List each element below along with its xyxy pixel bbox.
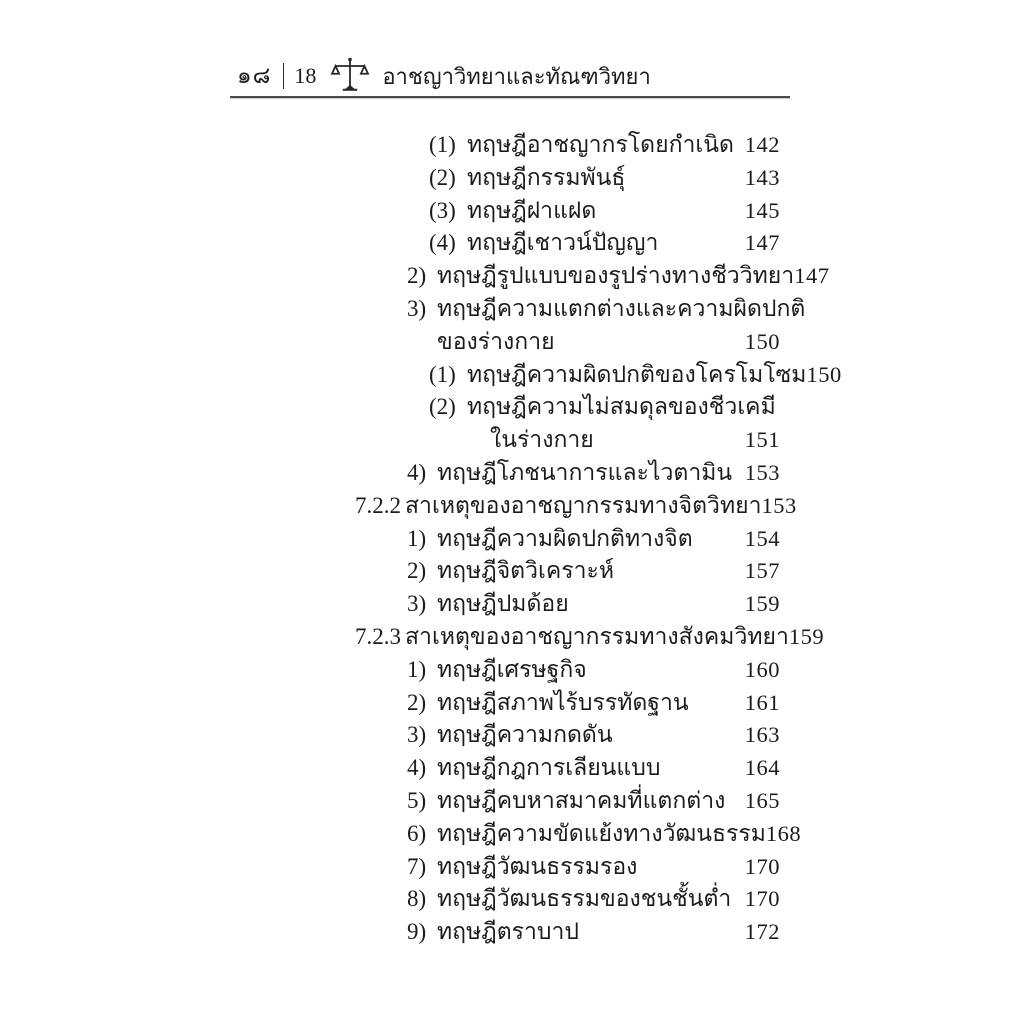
toc-item-page: 168 [765, 820, 802, 846]
toc-row [355, 326, 780, 359]
toc-item-number: 9) [407, 919, 427, 945]
toc-item-number: 2) [407, 689, 427, 715]
toc-item-title: ทฤษฎีสภาพไร้บรรทัดฐาน [437, 689, 689, 715]
toc-item-number: (3) [429, 197, 456, 223]
toc-item-page: 147 [744, 230, 780, 256]
toc-item-page: 153 [744, 459, 780, 485]
toc-item-title: ทฤษฎีกฎการเลียนแบบ [437, 755, 661, 781]
toc-item-number: 3) [407, 591, 427, 617]
toc-row [355, 555, 780, 588]
toc-item-title: ทฤษฎีความไม่สมดุลของชีวเคมี [467, 394, 776, 420]
toc-row [355, 785, 780, 818]
toc-item-page: 147 [794, 263, 830, 289]
toc-item-page: 150 [806, 361, 842, 387]
toc-item-number: 4) [407, 459, 427, 485]
scales-of-justice-icon [330, 56, 370, 96]
page-number-separator [283, 63, 284, 89]
toc-row [355, 719, 780, 752]
toc-row [355, 260, 830, 293]
toc-item-page: 143 [744, 164, 780, 190]
toc-item-number: 3) [407, 295, 427, 321]
toc-row [355, 621, 825, 654]
toc-item-page: 157 [744, 558, 780, 584]
toc-item-title: ทฤษฎีฝาแฝด [467, 197, 597, 223]
toc-item-number: (2) [429, 394, 456, 420]
toc-item-page: 161 [744, 689, 780, 715]
toc-item-title: ทฤษฎีความผิดปกติทางจิต [437, 525, 693, 551]
toc-item-title: ทฤษฎีรูปแบบของรูปร่างทางชีววิทยา [437, 263, 795, 289]
toc-item-title: ทฤษฎีความกดดัน [437, 722, 613, 748]
toc-row [355, 851, 780, 884]
toc-item-number: 4) [407, 755, 427, 781]
toc-item-page: 164 [744, 755, 780, 781]
toc-row [355, 391, 780, 424]
toc-item-number: 1) [407, 656, 427, 682]
table-of-contents [355, 129, 842, 949]
toc-item-number: (1) [429, 361, 456, 387]
toc-row [355, 424, 780, 457]
toc-row [355, 654, 780, 687]
toc-item-number: 7.2.2 [355, 492, 401, 518]
toc-item-title: ทฤษฎีวัฒนธรรมรอง [437, 853, 638, 879]
toc-item-number: (2) [429, 164, 456, 190]
toc-item-title: ทฤษฎีคบหาสมาคมที่แตกต่าง [437, 787, 726, 813]
running-title: อาชญาวิทยาและทัณฑวิทยา [382, 63, 651, 89]
toc-item-page: 153 [761, 492, 797, 518]
toc-item-page: 159 [744, 591, 780, 617]
toc-item-number: 8) [407, 886, 427, 912]
page-number-arabic: 18 [294, 63, 317, 88]
toc-item-title: ทฤษฎีเชาวน์ปัญญา [467, 230, 659, 256]
toc-row [355, 359, 842, 392]
toc-item-title: ทฤษฎีเศรษฐกิจ [437, 656, 587, 682]
toc-item-title: ทฤษฎีตราบาป [437, 919, 580, 945]
toc-row [355, 523, 780, 556]
toc-item-page: 150 [744, 328, 780, 354]
toc-item-title: ทฤษฎีความขัดแย้งทางวัฒนธรรม [437, 820, 766, 846]
toc-row [355, 129, 780, 162]
toc-item-page: 170 [744, 853, 780, 879]
toc-item-page: 170 [744, 886, 780, 912]
toc-item-title: ทฤษฎีกรรมพันธุ์ [467, 164, 626, 190]
toc-item-page: 159 [788, 623, 825, 649]
toc-item-number: 2) [407, 263, 427, 289]
toc-item-title: สาเหตุของอาชญากรรมทางสังคมวิทยา [405, 623, 789, 649]
toc-item-title: ทฤษฎีปมด้อย [437, 591, 569, 617]
toc-item-title: ในร่างกาย [490, 427, 594, 453]
toc-item-title: สาเหตุของอาชญากรรมทางจิตวิทยา [405, 492, 762, 518]
toc-item-page: 145 [744, 197, 780, 223]
toc-item-page: 151 [744, 427, 780, 453]
page-number-thai: ๑๘ [237, 63, 272, 88]
page-header [237, 56, 651, 96]
toc-row [355, 162, 780, 195]
toc-row [355, 490, 797, 523]
toc-item-title: ทฤษฎีความแตกต่างและความผิดปกติ [437, 295, 806, 321]
toc-item-page: 142 [744, 132, 780, 157]
toc-item-title: ทฤษฎีวัฒนธรรมของชนชั้นต่ำ [437, 886, 732, 912]
header-rule [230, 96, 790, 99]
toc-item-page: 154 [744, 525, 780, 551]
toc-item-page: 172 [744, 919, 780, 945]
toc-row [355, 818, 802, 851]
toc-row [355, 588, 780, 621]
toc-row [355, 293, 806, 326]
toc-item-page: 163 [744, 722, 780, 748]
toc-item-number: (4) [429, 230, 456, 256]
toc-item-number: 1) [407, 525, 427, 551]
toc-item-title: ทฤษฎีโภชนาการและไวตามิน [437, 459, 733, 485]
toc-item-number: 5) [407, 787, 427, 813]
toc-item-title: ทฤษฎีความผิดปกติของโครโมโซม [467, 361, 807, 387]
toc-row [355, 687, 780, 720]
toc-row [355, 227, 780, 260]
toc-item-number: 7.2.3 [355, 623, 401, 649]
toc-item-title: ทฤษฎีอาชญากรโดยกำเนิด [467, 132, 734, 157]
toc-row [355, 195, 780, 228]
toc-item-title: ของร่างกาย [437, 328, 555, 354]
toc-item-number: 3) [407, 722, 427, 748]
toc-item-number: 6) [407, 820, 427, 846]
toc-row [355, 916, 780, 949]
toc-row [355, 457, 780, 490]
toc-item-page: 165 [744, 787, 780, 813]
toc-item-page: 160 [744, 656, 780, 682]
toc-item-number: (1) [429, 132, 456, 157]
toc-item-number: 7) [407, 853, 427, 879]
toc-item-title: ทฤษฎีจิตวิเคราะห์ [437, 558, 615, 584]
toc-row [355, 752, 780, 785]
toc-item-number: 2) [407, 558, 427, 584]
toc-row [355, 883, 780, 916]
